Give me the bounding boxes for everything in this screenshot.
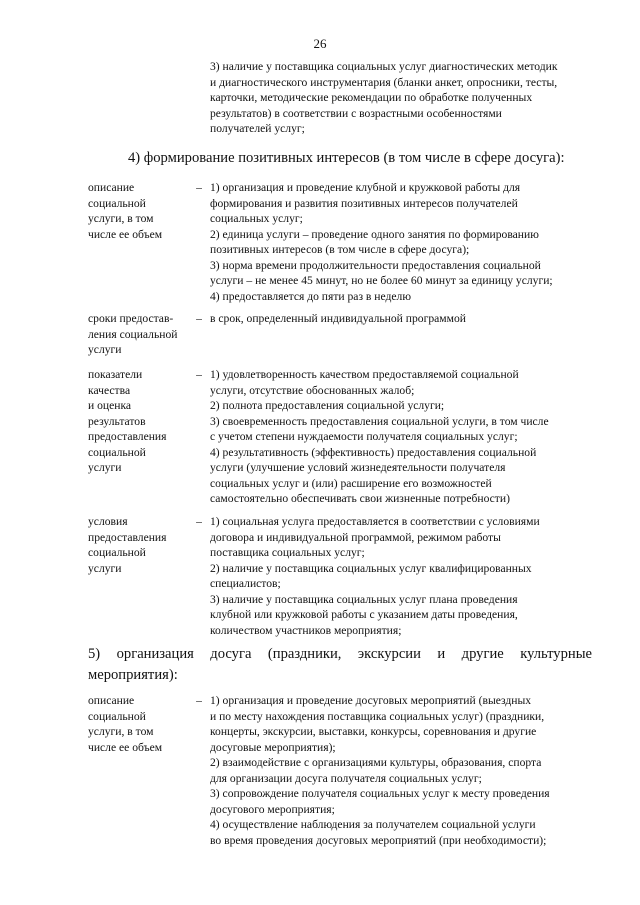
content-line: 1) организация и проведение досуговых мероприятий (выездных: [210, 694, 532, 707]
content-line: количеством участников мероприятия;: [210, 623, 402, 637]
heading-line: 4) формирование позитивных интересов (в том числе в сфере досуга):: [128, 150, 565, 166]
content-line: в срок, определенный индивидуальной программой: [210, 312, 466, 325]
content-line: 3) наличие у поставщика социальных услуг плана проведения: [210, 592, 518, 606]
content-line: 4) осуществление наблюдения за получателем социальной услуги: [210, 818, 536, 831]
label-line: сроки предостав-: [88, 312, 174, 325]
row-label: [88, 180, 188, 242]
label-line: услуги, в том: [88, 725, 154, 738]
row-content: [210, 311, 602, 327]
content-line: во время проведения досуговых мероприятий (при необходимости);: [210, 833, 547, 847]
text-line: результатов) в соответствии с возрастными особенностями: [210, 106, 502, 120]
content-line: с учетом степени нуждаемости получателя социальных услуг;: [210, 430, 518, 443]
content-line: специалистов;: [210, 577, 281, 590]
content-line: 4) предоставляется до пяти раз в неделю: [210, 289, 411, 303]
label-line: социальной: [88, 709, 146, 723]
content-line: концерты, экскурсии, выставки, конкурсы, соревнования и другие: [210, 725, 537, 738]
label-line: услуги: [88, 343, 122, 356]
content-line: досуговые мероприятия);: [210, 740, 336, 754]
content-line: социальных услуг;: [210, 212, 303, 225]
label-line: результатов: [88, 414, 146, 428]
text-line: и диагностического инструментария (бланки анкет, опросники, тесты,: [210, 75, 558, 89]
content-line: и по месту нахождения поставщика социальных услуг) (праздники,: [210, 709, 545, 723]
content-line: договора и индивидуальной программой, режимом работы: [210, 530, 501, 544]
row-dash: –: [196, 181, 202, 194]
label-line: описание: [88, 181, 135, 194]
content-line: формирования и развития позитивных интересов получателей: [210, 196, 518, 210]
row-label: [88, 367, 188, 476]
row-dash: –: [196, 312, 202, 325]
content-line: услуги – не менее 45 минут, но не более 60 минут за единицу услуги;: [210, 274, 553, 287]
text-line: получателей услуг;: [210, 122, 305, 135]
content-line: 3) сопровождение получателя социальных услуг к месту проведения: [210, 787, 550, 800]
page-number: 26: [313, 36, 327, 51]
label-line: услуги, в том: [88, 212, 154, 225]
label-line: числе ее объем: [88, 227, 163, 241]
row-label: [88, 311, 188, 358]
content-line: 1) организация и проведение клубной и кружковой работы для: [210, 181, 521, 194]
text-line: карточки, методические рекомендации по обработке полученных: [210, 91, 533, 104]
label-line: услуги: [88, 561, 122, 575]
content-line: поставщика социальных услуг;: [210, 546, 365, 559]
label-line: социальной: [88, 546, 146, 559]
row-content: [210, 514, 602, 638]
content-line: услуги (улучшение условий жизнедеятельности получателя: [210, 461, 506, 474]
content-line: самостоятельно обеспечивать свои жизненные потребности): [210, 492, 510, 505]
content-line: 4) результативность (эффективность) предоставления социальной: [210, 445, 537, 459]
row-content: [210, 367, 602, 507]
content-line: 2) наличие у поставщика социальных услуг квалифицированных: [210, 561, 532, 575]
content-line: для организации досуга получателя социальных услуг;: [210, 771, 482, 785]
section-5-heading: [88, 644, 592, 686]
content-line: клубной или кружковой работы с указанием даты проведения,: [210, 608, 518, 621]
row-label: [88, 693, 188, 755]
content-line: 2) единица услуги – проведение одного занятия по формированию: [210, 227, 539, 241]
content-line: услуги, отсутствие обоснованных жалоб;: [210, 383, 415, 397]
row-dash: –: [196, 694, 202, 707]
row-content: [210, 180, 602, 304]
row-dash: –: [196, 368, 202, 381]
label-line: услуги: [88, 461, 122, 474]
content-line: позитивных интересов (в том числе в сфере досуга);: [210, 243, 470, 256]
content-line: 3) своевременность предоставления социальной услуги, в том числе: [210, 414, 549, 428]
content-line: 1) социальная услуга предоставляется в соответствии с условиями: [210, 515, 540, 528]
label-line: предоставления: [88, 430, 167, 443]
row-dash: –: [196, 515, 202, 528]
label-line: качества: [88, 383, 131, 397]
row-label: [88, 514, 188, 576]
content-line: 3) норма времени продолжительности предоставления социальной: [210, 258, 541, 272]
intro-item-3: [210, 59, 590, 137]
section-4-heading: [128, 148, 632, 169]
label-line: социальной: [88, 445, 146, 459]
label-line: и оценка: [88, 399, 132, 412]
content-line: 1) удовлетворенность качеством предоставляемой социальной: [210, 368, 519, 381]
label-line: ления социальной: [88, 327, 178, 341]
content-line: социальных услуг и (или) расширение его возможностей: [210, 476, 492, 490]
heading-line: мероприятия):: [88, 667, 178, 683]
label-line: показатели: [88, 368, 143, 381]
label-line: описание: [88, 694, 135, 707]
heading-line: 5) организация досуга (праздники, экскурсии и другие культурные: [88, 646, 592, 662]
label-line: числе ее объем: [88, 740, 163, 754]
content-line: 2) взаимодействие с организациями культуры, образования, спорта: [210, 756, 542, 769]
text-line: 3) наличие у поставщика социальных услуг диагностических методик: [210, 60, 558, 73]
label-line: социальной: [88, 196, 146, 210]
content-line: досугового мероприятия;: [210, 802, 335, 816]
content-line: 2) полнота предоставления социальной услуги;: [210, 399, 445, 412]
row-content: [210, 693, 602, 848]
label-line: предоставления: [88, 530, 167, 544]
label-line: условия: [88, 515, 128, 528]
